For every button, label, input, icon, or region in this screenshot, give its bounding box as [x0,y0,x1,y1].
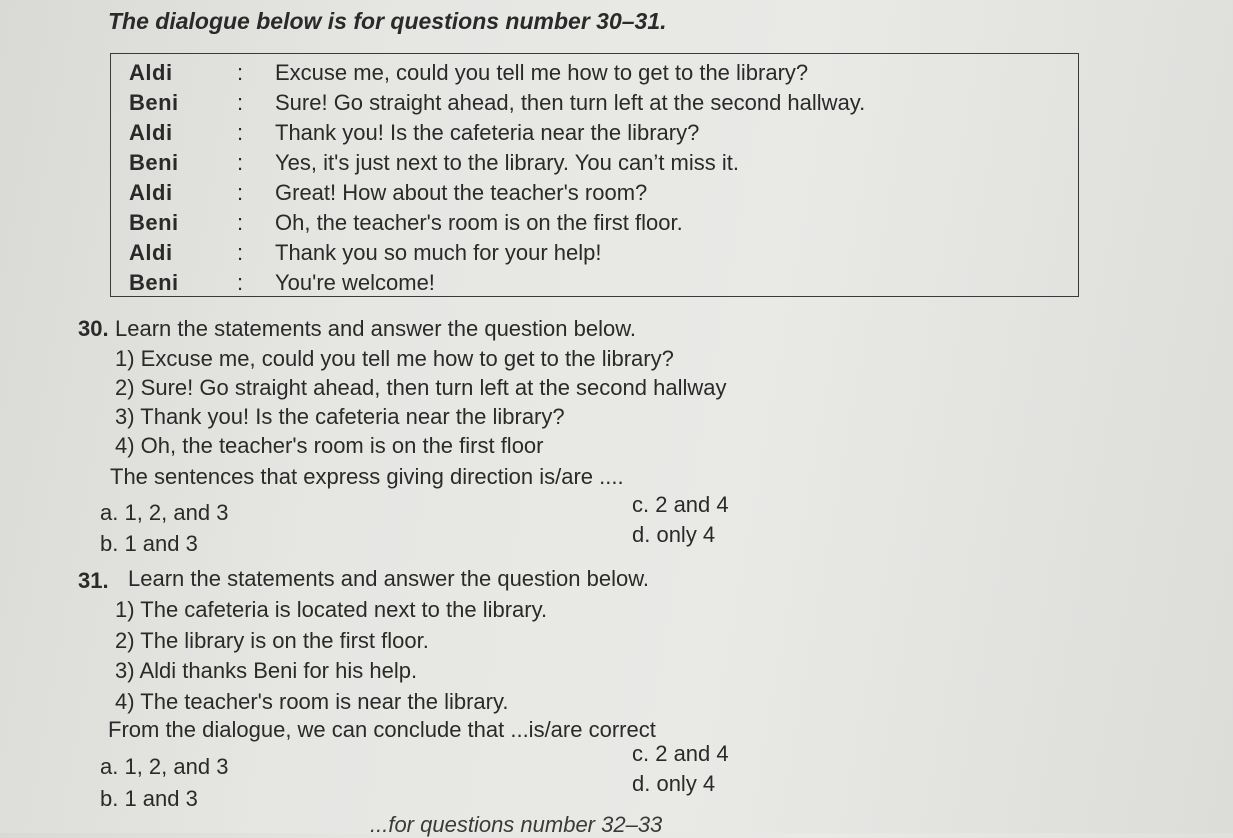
speaker-colon: : [237,270,244,295]
speaker-colon: : [237,210,244,235]
dialogue-line [129,268,435,298]
dialogue-line [129,238,602,268]
option-d[interactable]: d. only 4 [632,522,716,547]
footer-text: ...for questions number 32–33 [370,812,663,837]
option-c[interactable]: c. 2 and 4 [632,741,729,766]
option-a[interactable]: a. 1, 2, and 3 [100,500,229,525]
statement: 3) Aldi thanks Beni for his help. [115,658,418,683]
speaker-name: Beni [129,270,179,295]
statement: 4) Oh, the teacher's room is on the first floor [115,433,544,458]
question-text: The sentences that express giving direction is/are .... [110,464,624,489]
speaker-name: Aldi [129,180,173,205]
dialogue-text: Sure! Go straight ahead, then turn left at the second hallway. [275,90,866,115]
dialogue-line [129,58,808,88]
dialogue-line [129,118,699,148]
dialogue-line [129,208,683,238]
dialogue-text: Great! How about the teacher's room? [275,180,648,205]
speaker-colon: : [237,180,244,205]
speaker-colon: : [237,240,244,265]
question-number: 31. [78,568,109,593]
speaker-name: Aldi [129,120,173,145]
question-prompt: Learn the statements and answer the question below. [128,566,650,591]
speaker-colon: : [237,120,244,145]
speaker-name: Aldi [129,240,173,265]
dialogue-line [129,148,739,178]
speaker-colon: : [237,90,244,115]
dialogue-text: Thank you! Is the cafeteria near the library? [275,120,700,145]
dialogue-text: Excuse me, could you tell me how to get to the library? [275,60,809,85]
dialogue-box [110,53,1079,297]
dialogue-text: You're welcome! [275,270,435,295]
option-c[interactable]: c. 2 and 4 [632,492,729,517]
speaker-name: Aldi [129,60,173,85]
statement: 4) The teacher's room is near the library. [115,689,509,714]
question-text: From the dialogue, we can conclude that ...is/are correct [108,717,656,742]
statement: 2) Sure! Go straight ahead, then turn left at the second hallway [115,375,727,400]
speaker-name: Beni [129,90,179,115]
statement: 3) Thank you! Is the cafeteria near the library? [115,404,565,429]
option-d[interactable]: d. only 4 [632,771,716,796]
speaker-colon: : [237,60,244,85]
question-number: 30. [78,316,109,341]
dialogue-line [129,178,647,208]
statement: 2) The library is on the first floor. [115,628,429,653]
dialogue-text: Thank you so much for your help! [275,240,602,265]
option-b[interactable]: b. 1 and 3 [100,786,198,811]
question-prompt: Learn the statements and answer the question below. [115,316,637,341]
dialogue-text: Yes, it's just next to the library. You can’t miss it. [275,150,739,175]
statement: 1) The cafeteria is located next to the library. [115,597,548,622]
option-b[interactable]: b. 1 and 3 [100,531,198,556]
speaker-name: Beni [129,150,179,175]
page-title: The dialogue below is for questions number 30–31. [108,8,667,34]
statement: 1) Excuse me, could you tell me how to get to the library? [115,346,674,371]
speaker-name: Beni [129,210,179,235]
dialogue-line [129,88,865,118]
dialogue-text: Oh, the teacher's room is on the first floor. [275,210,683,235]
speaker-colon: : [237,150,244,175]
option-a[interactable]: a. 1, 2, and 3 [100,754,229,779]
